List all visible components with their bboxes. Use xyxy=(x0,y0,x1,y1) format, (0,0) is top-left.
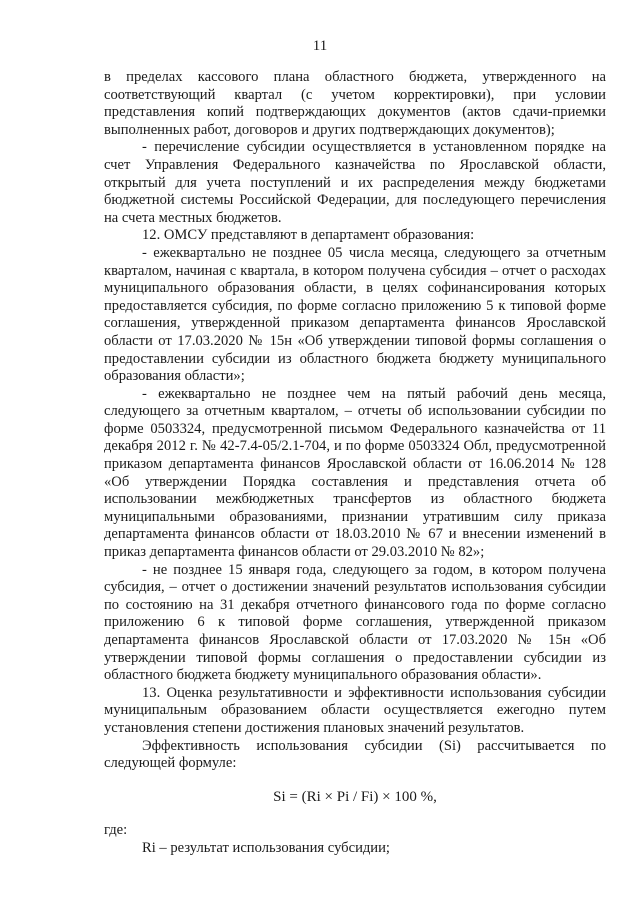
paragraph-cash-plan: в пределах кассового плана областного бюджета, утвержденного на соответствующий квартал (с учетом корректировки), при условии представления копий подтверждающих документов (актов сдачи-приемки выполненных работ, договоров и других подтверждающих документов); xyxy=(104,69,606,138)
paragraph-quarterly-expense-report: - ежеквартально не позднее 05 числа месяца, следующего за отчетным кварталом, начиная с квартала, в котором получена субсидия – отчет о расходах муниципального образования области, в целях софинансирования которых предоставляется субсидия, по форме согласно приложению 5 к типовой форме соглашения, утвержденной приказом департамента финансов Ярославской области от 17.03.2020 № 15н «Об утверждении типовой формы соглашения о предоставлении субсидии из областного бюджета бюджету муниципального образования области»; xyxy=(104,244,606,385)
efficiency-formula: Si = (Ri × Pi / Fi) × 100 %, xyxy=(273,788,437,805)
paragraph-efficiency-intro: Эффективность использования субсидии (Si) рассчитывается по следующей формуле: xyxy=(104,737,606,772)
paragraph-subsidy-transfer: - перечисление субсидии осуществляется в установленном порядке на счет Управления Федерального казначейства по Ярославской области, открытый для учета поступлений и их распределения между бюджетами бюджетной системы Российской Федерации, для последующего перечисления на счета местных бюджетов. xyxy=(104,139,606,226)
paragraph-item-13-evaluation: 13. Оценка результативности и эффективности использования субсидии муниципальным образованием области осуществляется ежегодно путем установления степени достижения плановых значений результатов. xyxy=(104,684,606,736)
definition-ri: Ri – результат использования субсидии; xyxy=(142,839,390,856)
paragraph-annual-results-report: - не позднее 15 января года, следующего за годом, в котором получена субсидия, – отчет о достижении значений результатов использования субсидии по состоянию на 31 декабря отчетного финансового года по форме согласно приложению 6 к типовой форме соглашения, утвержденной приказом департамента финансов Ярославской области от 17.03.2020 № 15н «Об утверждении типовой формы соглашения о предоставлении субсидии из областного бюджета бюджету муниципального образования области». xyxy=(104,561,606,684)
paragraph-quarterly-usage-report: - ежеквартально не позднее чем на пятый рабочий день месяца, следующего за отчетным кварталом, – отчеты об использовании субсидии по форме 0503324, предусмотренной письмом Федерального казначейства от 11 декабря 2012 г. № 42-7.4-05/2.1-704, и по форме 0503324 Обл, предусмотренной приказом департамента финансов Ярославской области от 16.06.2014 № 128 «Об утверждении Порядка составления и представления отчета об использовании межбюджетных трансфертов из областного бюджета муниципальными образованиями, признании утратившим силу приказа департамента финансов области от 18.03.2010 № 67 и внесении изменений в приказ департамента финансов области от 29.03.2010 № 82»; xyxy=(104,385,606,561)
document-body xyxy=(104,69,606,858)
where-label: где: xyxy=(104,822,128,839)
paragraph-item-12-heading: 12. ОМСУ представляют в департамент образования: xyxy=(142,227,475,244)
page-number: 11 xyxy=(312,38,328,54)
